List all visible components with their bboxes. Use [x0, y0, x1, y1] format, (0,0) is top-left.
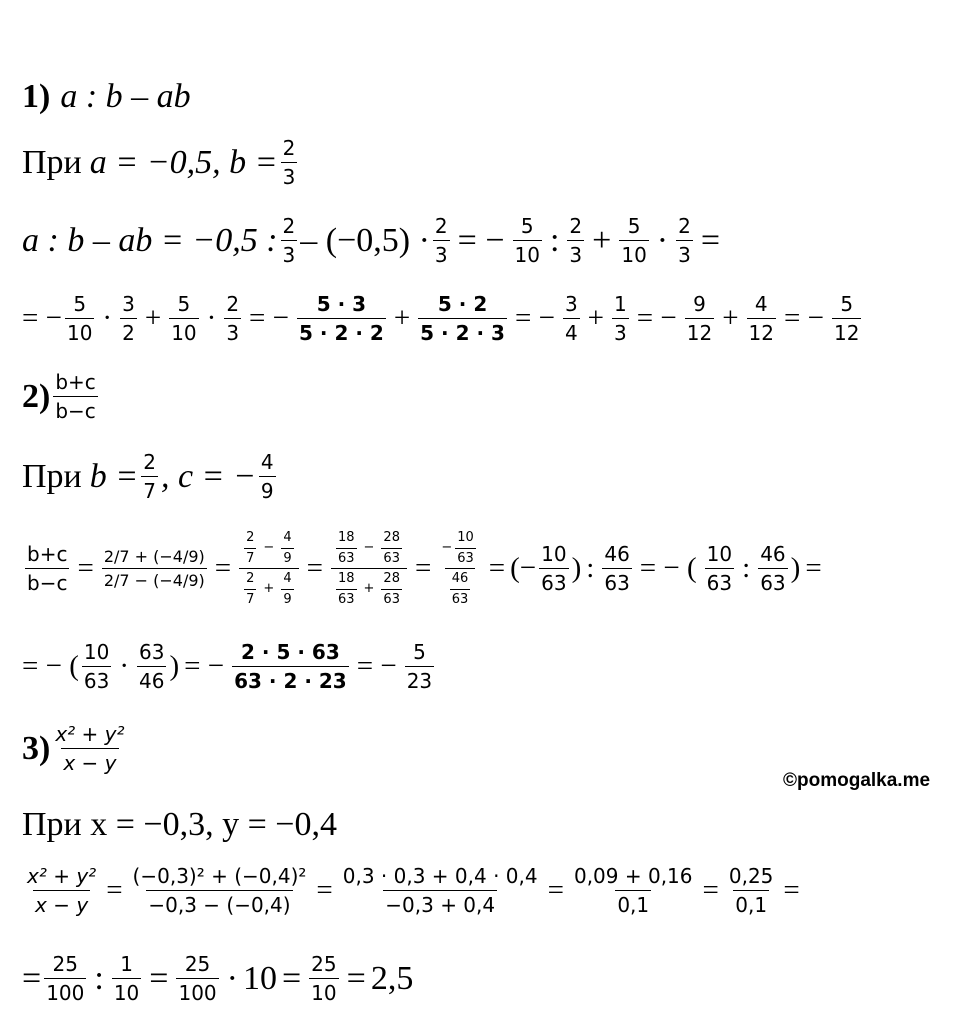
- problem3-step1: [22, 864, 805, 917]
- fraction: $\frac{63}{46}$: [139, 640, 165, 693]
- problem1-label: 1): [22, 78, 51, 115]
- problem3-step2: [22, 952, 413, 1005]
- operator: =: [346, 959, 366, 997]
- problem2-label: 2): [22, 377, 51, 415]
- problem1-step1: [22, 214, 725, 267]
- fraction: $\frac{0,25}{0,1}$: [728, 864, 774, 917]
- operator: =: [488, 552, 506, 585]
- problem3-expression: $\frac{\text{x² + y²}}{x - y}$: [55, 722, 125, 775]
- problem2-expression: $\frac{b+c}{b-c}$: [55, 370, 96, 423]
- operator: :: [586, 552, 595, 585]
- operator: :: [742, 552, 751, 585]
- cond-values: b =: [89, 457, 139, 495]
- operator: =: [316, 874, 333, 906]
- problem2-step2: [22, 640, 437, 693]
- fraction: $\frac{10}{63}$: [83, 640, 110, 693]
- operator: = −: [22, 302, 62, 334]
- fraction: $\frac{3}{4}$: [564, 292, 578, 345]
- problem1-header: [22, 78, 191, 116]
- fraction: $\frac{3}{2}$: [122, 292, 135, 345]
- operator: =: [281, 959, 302, 997]
- operator: = −: [784, 302, 824, 334]
- operator: =: [805, 552, 822, 585]
- fraction: $\frac{2}{3}$: [282, 136, 296, 189]
- fraction: $\frac{5 \cdot 2}{5 \cdot 2 \cdot 3}$: [420, 292, 505, 345]
- cond-prefix: При: [22, 143, 82, 181]
- result: 2,5: [370, 959, 414, 997]
- operator: +: [393, 302, 411, 334]
- fraction: $\frac{2}{7}$: [143, 450, 156, 503]
- operator: ): [790, 552, 801, 585]
- number: 10: [242, 959, 277, 997]
- operator: =: [106, 874, 123, 906]
- problem2-header: [22, 370, 101, 423]
- fraction: $\frac{1}{10}$: [113, 952, 140, 1005]
- operator: +: [592, 221, 612, 259]
- fraction: $\frac{\text{x² + y²}}{x - y}$: [27, 864, 97, 917]
- cond-prefix: При: [22, 457, 82, 495]
- fraction: $\frac{25}{10}$: [311, 952, 337, 1005]
- fraction: $\frac{2 \cdot 5 \cdot 63}{63 \cdot 2 \cdot 23}$: [234, 640, 347, 693]
- fraction: $\frac{9}{12}$: [686, 292, 713, 345]
- fraction: $\frac{2}{3}$: [434, 214, 448, 267]
- complex-fraction: $\frac{2}{7}$ − $\frac{4}{9}$ $\frac{2}{7}$ + $\frac{4}{9}$: [239, 530, 298, 607]
- fraction: $\frac{2}{3}$: [678, 214, 691, 267]
- operator: = −: [184, 650, 225, 682]
- operator: =: [547, 874, 564, 906]
- problem2-step1: [22, 530, 827, 607]
- complex-fraction: $\frac{2/7 + (-4/9)}{2/7 - (-4/9)}$: [103, 547, 205, 591]
- operator: =: [149, 959, 169, 997]
- fraction: $\frac{5}{10}$: [621, 214, 647, 267]
- operator: +: [587, 302, 605, 334]
- watermark: ©pomogalka.me: [783, 770, 931, 791]
- operator: = −: [249, 302, 290, 334]
- operator: =: [702, 874, 719, 906]
- operator: ·: [206, 302, 217, 334]
- fraction: $\frac{46}{63}$: [760, 542, 786, 596]
- fraction: $\frac{5}{12}$: [833, 292, 860, 345]
- problem1-condition: [22, 136, 300, 189]
- fraction: $\frac{25}{100}$: [46, 952, 85, 1005]
- operator: = −: [356, 650, 397, 682]
- operator: ·: [656, 221, 669, 259]
- step-text: – (−0,5) ·: [300, 221, 430, 259]
- fraction: $\frac{10}{63}$: [706, 542, 733, 596]
- operator: ·: [102, 302, 113, 334]
- step-text: a : b – ab = −0,5 :: [22, 221, 278, 259]
- fraction: $\frac{5}{10}$: [514, 214, 540, 267]
- complex-fraction: − $\frac{10}{63}$ $\frac{46}{63}$: [441, 530, 474, 607]
- fraction: $\frac{2}{3}$: [569, 214, 583, 267]
- operator: = −: [514, 302, 555, 334]
- problem3-condition: [22, 806, 337, 844]
- fraction: $\frac{25}{100}$: [178, 952, 217, 1005]
- step-text: = −: [457, 221, 505, 259]
- problem1-step2: [22, 292, 864, 345]
- fraction: $\frac{5 \cdot 3}{5 \cdot 2 \cdot 2}$: [299, 292, 384, 345]
- operator: =: [783, 874, 800, 906]
- fraction: $\frac{0,09 + 0,16}{0,1}$: [573, 864, 693, 917]
- operator: (−: [510, 552, 537, 585]
- fraction: $\frac{1}{3}$: [614, 292, 627, 345]
- fraction: $\frac{46}{63}$: [604, 542, 630, 596]
- fraction: $\frac{5}{23}$: [406, 640, 433, 693]
- fraction: $\frac{b+c}{b-c}$: [27, 542, 68, 596]
- fraction: $\frac{4}{12}$: [748, 292, 774, 345]
- fraction: $\frac{10}{63}$: [541, 542, 567, 596]
- operator: ): [571, 552, 582, 585]
- problem3-label: 3): [22, 729, 51, 767]
- fraction: $\frac{5}{10}$: [66, 292, 93, 345]
- operator: ): [169, 650, 180, 682]
- fraction: $\frac{2}{3}$: [226, 292, 240, 345]
- fraction: $\frac{2}{3}$: [282, 214, 296, 267]
- operator: :: [549, 221, 560, 259]
- operator: =: [214, 552, 232, 585]
- fraction: $\frac{5}{10}$: [171, 292, 197, 345]
- cond-values: , c = −: [160, 457, 256, 495]
- operator: = − (: [22, 650, 79, 682]
- fraction: $\frac{\text{(−0,3)² + (−0,4)²}}{-0,3 - (-0,4)}$: [132, 864, 307, 917]
- operator: =: [306, 552, 323, 585]
- cond-values: a = −0,5, b =: [89, 143, 278, 181]
- fraction: $\frac{0,3 \cdot 0,3 + 0,4 \cdot 0,4}{-0,3 + 0,4}$: [342, 864, 538, 917]
- problem1-expression: a : b – ab: [60, 78, 191, 115]
- operator: ·: [119, 650, 129, 682]
- operator: ·: [226, 959, 238, 997]
- operator: = − (: [639, 552, 697, 585]
- operator: :: [94, 959, 104, 997]
- operator: = −: [636, 302, 677, 334]
- cond-values: При x = −0,3, y = −0,4: [22, 806, 337, 843]
- operator: =: [77, 552, 94, 585]
- operator: =: [700, 221, 721, 259]
- problem3-header: [22, 722, 130, 775]
- operator: =: [414, 552, 432, 585]
- operator: =: [22, 959, 42, 997]
- operator: +: [722, 302, 739, 334]
- fraction: $\frac{4}{9}$: [260, 450, 274, 503]
- complex-fraction: $\frac{18}{63}$ − $\frac{28}{63}$ $\frac{18}{63}$ + $\frac{28}{63}$: [331, 530, 407, 607]
- operator: +: [144, 302, 162, 334]
- problem2-condition: [22, 450, 279, 503]
